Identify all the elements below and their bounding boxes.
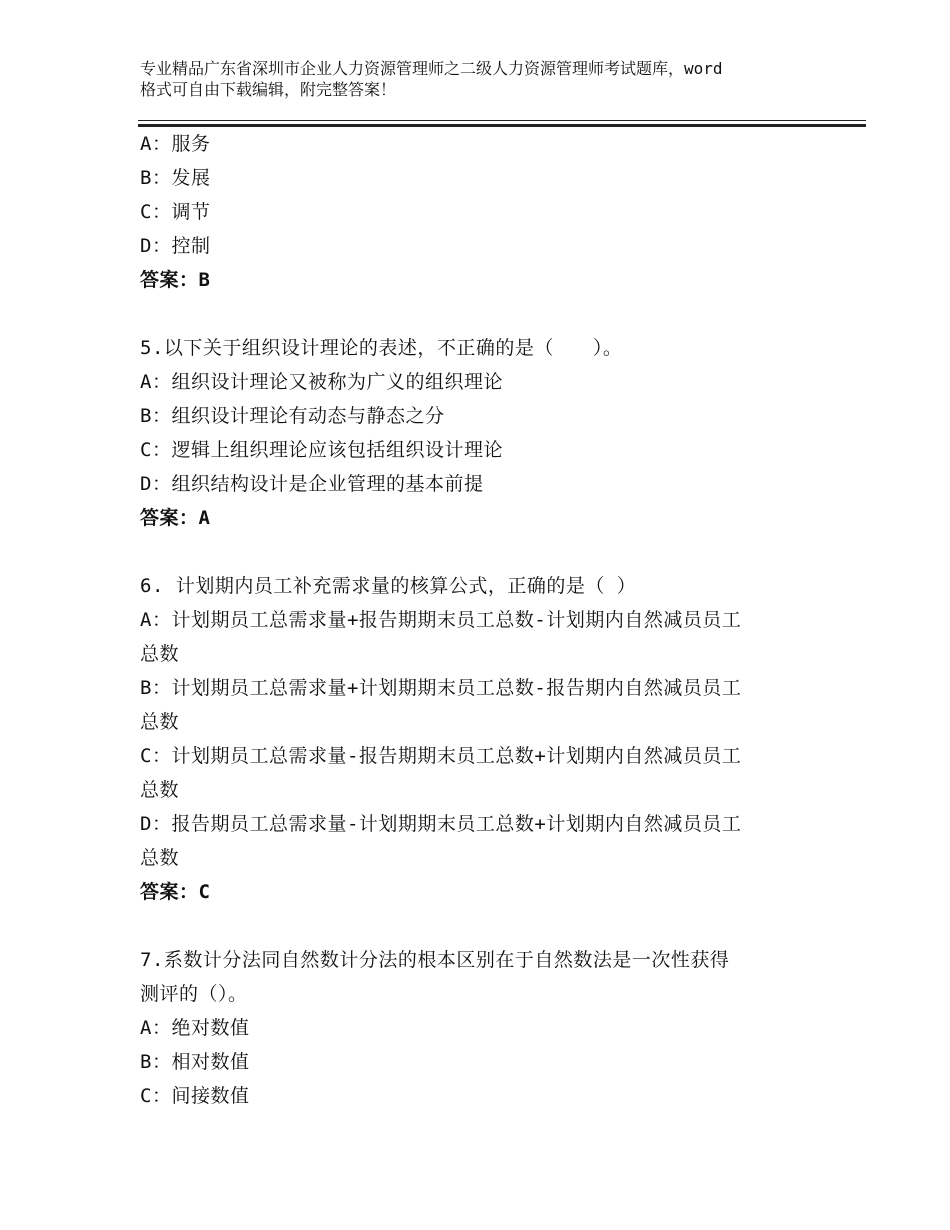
option-c: C：计划期员工总需求量-报告期期末员工总数+计划期内自然减员员工 (140, 745, 742, 767)
option-b: B：组织设计理论有动态与静态之分 (140, 405, 445, 427)
header-line-2: 格式可自由下载编辑，附完整答案！ (140, 80, 397, 99)
question-5 (140, 331, 820, 535)
question-6 (140, 569, 820, 909)
page-header (140, 58, 830, 100)
question-stem: 7.系数计分法同自然数计分法的根本区别在于自然数法是一次性获得 (140, 949, 730, 971)
answer: 答案：B (140, 269, 211, 291)
option-a-cont: 总数 (140, 643, 180, 665)
option-b: B：发展 (140, 167, 211, 189)
answer: 答案：A (140, 507, 211, 529)
option-c: C：调节 (140, 201, 211, 223)
option-a: A：计划期员工总需求量+报告期期末员工总数-计划期内自然减员员工 (140, 609, 742, 631)
question-content (140, 127, 820, 1113)
option-c-cont: 总数 (140, 779, 180, 801)
option-c: C：间接数值 (140, 1085, 250, 1107)
option-b: B：相对数值 (140, 1051, 250, 1073)
option-a: A：组织设计理论又被称为广义的组织理论 (140, 371, 503, 393)
question-stem-cont: 测评的（）。 (140, 983, 248, 1005)
question-4 (140, 127, 820, 297)
option-b-cont: 总数 (140, 711, 180, 733)
question-stem: 6. 计划期内员工补充需求量的核算公式，正确的是（ ） (140, 575, 637, 597)
option-d: D：控制 (140, 235, 211, 257)
answer: 答案：C (140, 881, 211, 903)
question-7 (140, 943, 820, 1113)
option-a: A：服务 (140, 133, 211, 155)
option-d: D：报告期员工总需求量-计划期期末员工总数+计划期内自然减员员工 (140, 813, 742, 835)
option-b: B：计划期员工总需求量+计划期期末员工总数-报告期内自然减员员工 (140, 677, 742, 699)
option-d: D：组织结构设计是企业管理的基本前提 (140, 473, 484, 495)
header-line-1: 专业精品广东省深圳市企业人力资源管理师之二级人力资源管理师考试题库，word (140, 59, 723, 78)
question-stem: 5.以下关于组织设计理论的表述，不正确的是（ ）。 (140, 337, 623, 359)
option-a: A：绝对数值 (140, 1017, 250, 1039)
header-divider-thin (138, 120, 866, 121)
option-d-cont: 总数 (140, 847, 180, 869)
option-c: C：逻辑上组织理论应该包括组织设计理论 (140, 439, 503, 461)
